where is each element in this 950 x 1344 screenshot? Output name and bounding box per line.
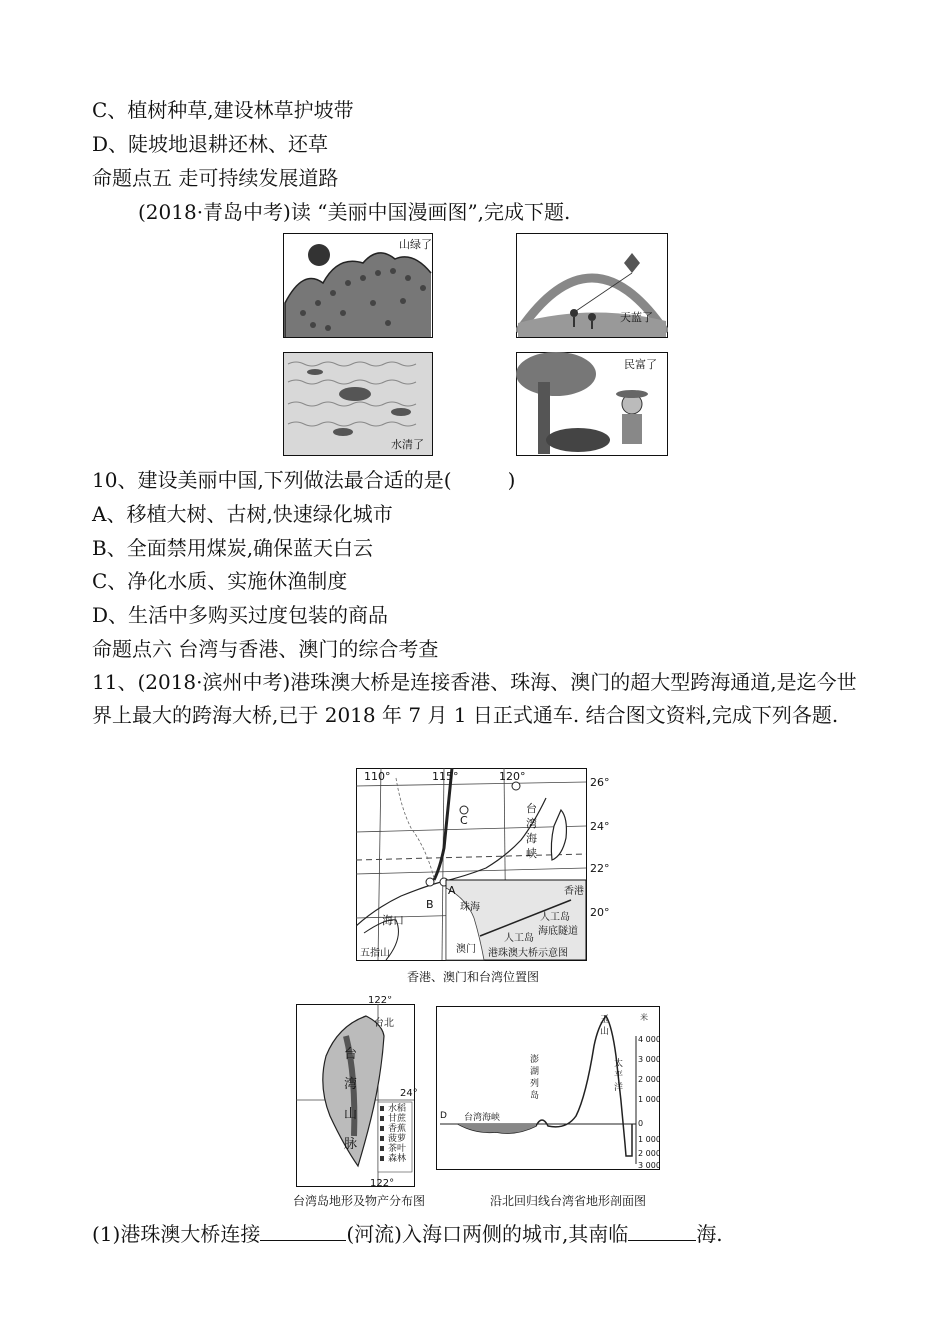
- map1-lon-110: 110°: [364, 770, 391, 783]
- profile-caption: 沿北回归线台湾省地形剖面图: [489, 1194, 646, 1208]
- option-d-previous: D、陡坡地退耕还林、还草: [92, 132, 329, 156]
- profile-strait: 台湾海峡: [464, 1113, 501, 1123]
- question-11: 11、(2018·滨州中考)港珠澳大桥是连接香港、珠海、澳门的超大型跨海通道,是迄今世界上最大的跨海大桥,已于 2018 年 7 月 1 日正式通车. 结合图文资料,完成下列各题.: [92, 670, 857, 727]
- profile-pacific-1: 太: [614, 1059, 624, 1069]
- option-c: C、净化水质、实施休渔制度: [92, 569, 348, 593]
- profile-yushan-2: 山: [600, 1027, 610, 1037]
- profile-pacific-3: 洋: [614, 1083, 624, 1093]
- map1-tunnel: 海底隧道: [538, 926, 578, 937]
- map1-point-a: A: [448, 884, 456, 897]
- question-11-1-end: 海.: [696, 1222, 723, 1246]
- map1-island-2: 人工岛: [504, 933, 534, 944]
- profile-tick-neg3000: 3 000: [638, 1161, 660, 1170]
- map1-macau: 澳门: [456, 944, 476, 955]
- map1-zhuhai: 珠海: [460, 902, 480, 913]
- map2-mountain-2: 湾: [344, 1077, 358, 1092]
- map2-mountain-4: 脉: [344, 1137, 358, 1152]
- legend-sugarcane: 甘蔗: [388, 1114, 407, 1124]
- option-d: D、生活中多购买过度包装的商品: [92, 603, 389, 627]
- map1-point-b: B: [426, 898, 434, 911]
- map1-lat-22: 22°: [590, 862, 610, 875]
- map2-caption: 台湾岛地形及物产分布图: [292, 1194, 425, 1208]
- map1-lon-115: 115°: [432, 770, 459, 783]
- map1-island-1: 人工岛: [540, 912, 570, 923]
- question-10-stem: 10、建设美丽中国,下列做法最合适的是(: [92, 468, 452, 492]
- profile-tick-1000: 1 000: [638, 1095, 660, 1104]
- section-title-6: 命题点六 台湾与香港、澳门的综合考查: [92, 637, 439, 661]
- profile-penghu-4: 岛: [530, 1091, 540, 1101]
- answer-blank-10[interactable]: [452, 467, 508, 487]
- cartoon-sky-label: 天蓝了: [620, 311, 653, 324]
- location-map: [356, 768, 646, 967]
- profile-tick-4000: 4 000: [638, 1035, 660, 1044]
- profile-pacific-2: 平: [614, 1071, 624, 1081]
- map1-hongkong: 香港: [564, 886, 584, 897]
- question-11-1-middle: (河流)入海口两侧的城市,其南临: [346, 1222, 629, 1246]
- map1-strait-3: 海: [526, 832, 537, 845]
- cartoon-rich: [516, 352, 668, 460]
- profile-tick-neg2000: 2 000: [638, 1149, 660, 1158]
- map2-taibei: 台北: [374, 1018, 394, 1029]
- map2-mountain-1: 台: [344, 1047, 358, 1062]
- profile-tick-0: 0: [638, 1119, 644, 1128]
- map1-strait-2: 湾: [526, 817, 537, 830]
- section-title-5: 命题点五 走可持续发展道路: [92, 166, 339, 190]
- map2-lon-bottom: 122°: [370, 1178, 395, 1188]
- map1-caption: 香港、澳门和台湾位置图: [406, 970, 539, 984]
- legend-banana: 香蕉: [388, 1124, 407, 1134]
- legend-tea: 茶叶: [388, 1144, 407, 1154]
- question-10-intro: (2018·青岛中考)读 “美丽中国漫画图”,完成下题.: [138, 200, 571, 224]
- legend-forest: 森林: [388, 1154, 407, 1164]
- profile-tick-neg1000: 1 000: [638, 1135, 660, 1144]
- cartoon-sky: [516, 233, 668, 342]
- map2-mountain-3: 山: [344, 1107, 358, 1122]
- question-10-close: ): [507, 468, 516, 492]
- map2-lat: 24°: [400, 1088, 418, 1099]
- legend-pineapple: 菠萝: [388, 1134, 407, 1144]
- cartoon-mountain: [283, 233, 433, 342]
- taiwan-map: [296, 996, 430, 1192]
- cartoon-water-label: 水清了: [391, 438, 424, 451]
- option-a: A、移植大树、古树,快速绿化城市: [92, 502, 393, 526]
- profile-unit: 米: [640, 1013, 648, 1022]
- map1-haikou: 海口: [382, 914, 404, 927]
- map1-lon-120: 120°: [499, 770, 526, 783]
- option-b: B、全面禁用煤炭,确保蓝天白云: [92, 536, 374, 560]
- map1-strait-4: 峡: [526, 847, 537, 860]
- profile-point-d: D: [440, 1111, 447, 1121]
- profile-tick-3000: 3 000: [638, 1055, 660, 1064]
- profile-penghu-1: 澎: [530, 1055, 540, 1065]
- map1-strait-1: 台: [526, 802, 537, 815]
- cartoon-rich-label: 民富了: [624, 358, 657, 371]
- profile-chart: [436, 1006, 660, 1174]
- cartoon-mountain-label: 山绿了: [399, 238, 432, 251]
- cartoon-water: [283, 352, 433, 460]
- map1-lat-26: 26°: [590, 776, 610, 789]
- profile-penghu-3: 列: [530, 1079, 540, 1089]
- map2-lon-top: 122°: [368, 996, 393, 1006]
- map1-wuzhishan: 五指山: [360, 948, 390, 959]
- option-c-previous: C、植树种草,建设林草护坡带: [92, 98, 354, 122]
- profile-yushan-1: 玉: [600, 1015, 610, 1025]
- answer-blank-sea[interactable]: [628, 1220, 696, 1241]
- answer-blank-river[interactable]: [260, 1220, 346, 1241]
- map1-point-c: C: [460, 814, 468, 827]
- question-11-1: [92, 1220, 723, 1248]
- question-10: [92, 466, 515, 494]
- map1-inset-title: 港珠澳大桥示意图: [488, 948, 568, 959]
- map1-lat-24: 24°: [590, 820, 610, 833]
- profile-penghu-2: 湖: [530, 1067, 540, 1077]
- map1-lat-20: 20°: [590, 906, 610, 919]
- question-11-1-stem: (1)港珠澳大桥连接: [92, 1222, 261, 1246]
- legend-rice: 水稻: [388, 1104, 407, 1114]
- profile-tick-2000: 2 000: [638, 1075, 660, 1084]
